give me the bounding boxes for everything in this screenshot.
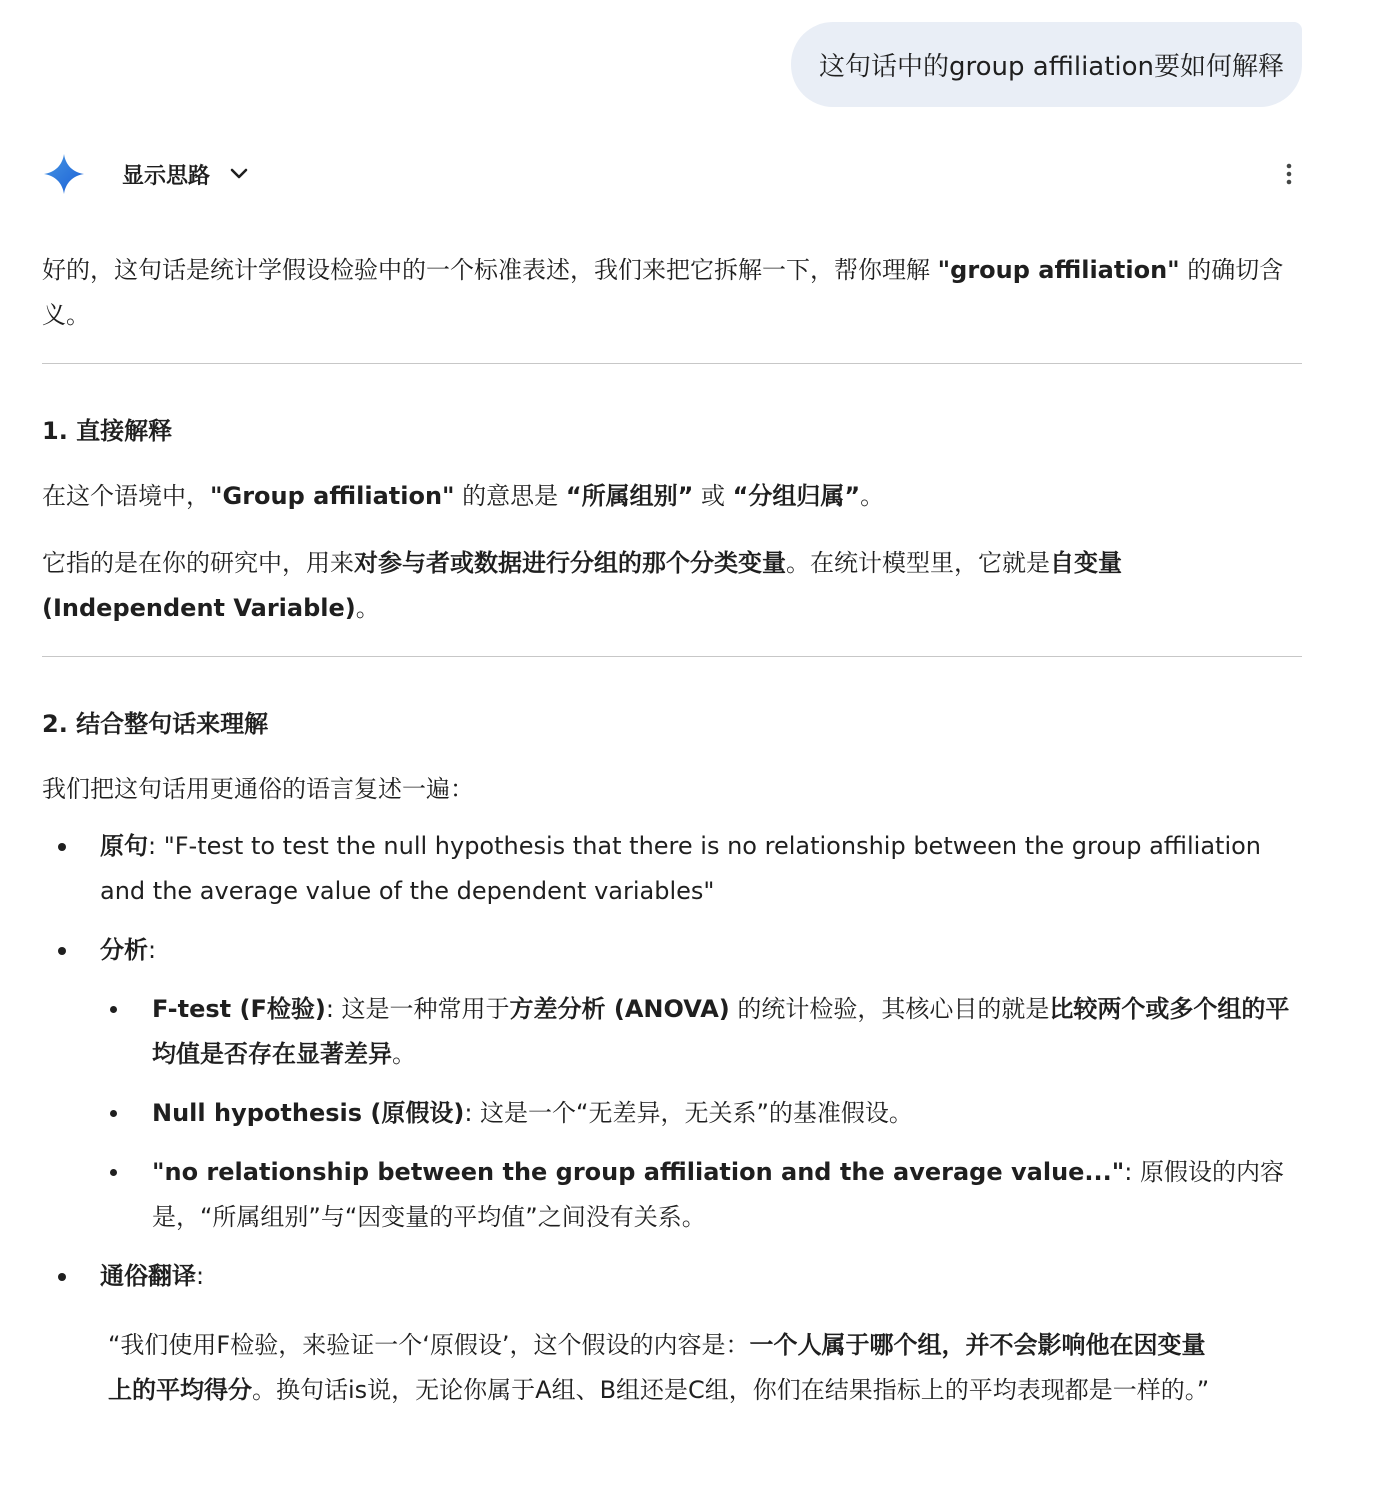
text: “我们使用F检验，来验证一个‘原假设’，这个假设的内容是： bbox=[108, 1331, 750, 1359]
colon: : bbox=[196, 1262, 205, 1290]
colon: : bbox=[148, 936, 157, 964]
bold-text: 方差分析 (ANOVA) bbox=[509, 995, 730, 1023]
gemini-sparkle-icon bbox=[42, 152, 86, 196]
user-message-bubble bbox=[791, 22, 1302, 107]
bold-text: Null hypothesis (原假设) bbox=[152, 1099, 465, 1127]
section2-heading: 2. 结合整句话来理解 bbox=[42, 710, 269, 738]
bold-text: F-test (F检验) bbox=[152, 995, 326, 1023]
divider bbox=[42, 363, 1302, 364]
plain-translation-quote bbox=[108, 1323, 1228, 1413]
intro-text-1: 好的，这句话是统计学假设检验中的一个标准表述，我们来把它拆解一下，帮你理解 bbox=[42, 256, 938, 284]
intro-text-2: 的确切含义。 bbox=[42, 256, 1284, 329]
divider bbox=[42, 656, 1302, 657]
bold-text: “分组归属” bbox=[732, 482, 861, 510]
section2-lead: 我们把这句话用更通俗的语言复述一遍： bbox=[42, 775, 474, 803]
text: 它指的是在你的研究中，用来 bbox=[42, 549, 354, 577]
text: : 原假设的内容是，“所属组别”与“因变量的平均值”之间没有关系。 bbox=[152, 1158, 1284, 1231]
list-item-analysis bbox=[42, 928, 1302, 1240]
section1-paragraph-1 bbox=[42, 474, 1302, 519]
list-item-original bbox=[42, 824, 1302, 914]
text: : 这是一个“无差异，无关系”的基准假设。 bbox=[464, 1099, 913, 1127]
text: 的统计检验，其核心目的就是 bbox=[729, 995, 1050, 1023]
analysis-item-f-test bbox=[100, 987, 1302, 1077]
section1-heading: 1. 直接解释 bbox=[42, 417, 173, 445]
bold-text: "no relationship between the group affiliation and the average value..." bbox=[152, 1158, 1125, 1186]
text: 。 bbox=[355, 594, 380, 622]
bold-text: 一个人属于哪个组，并不会影响他在因变量上的平均得分 bbox=[108, 1331, 1206, 1404]
bold-text: "Group affiliation" bbox=[210, 482, 455, 510]
section1-paragraph-2 bbox=[42, 541, 1302, 631]
more-vert-icon[interactable] bbox=[1276, 161, 1302, 187]
text: 。在统计模型里，它就是 bbox=[786, 549, 1050, 577]
list-item-plain-translation bbox=[42, 1254, 1302, 1413]
bold-label: 通俗翻译 bbox=[100, 1262, 196, 1290]
text: 的意思是 bbox=[454, 482, 566, 510]
bold-text: “所属组别” bbox=[565, 482, 694, 510]
intro-paragraph bbox=[42, 248, 1302, 338]
explanation-list bbox=[42, 824, 1302, 1413]
text: : 这是一种常用于 bbox=[325, 995, 510, 1023]
analysis-item-no-relationship bbox=[100, 1150, 1302, 1240]
bold-label: 分析 bbox=[100, 936, 148, 964]
intro-bold-term: "group affiliation" bbox=[937, 256, 1180, 284]
bold-text: 自变量 (Independent Variable) bbox=[42, 549, 1122, 622]
text: 。换句话is说，无论你属于A组、B组还是C组，你们在结果指标上的平均表现都是一样的。” bbox=[252, 1376, 1210, 1404]
bold-text: 对参与者或数据进行分组的那个分类变量 bbox=[354, 549, 786, 577]
analysis-item-null-hypothesis bbox=[100, 1091, 1302, 1136]
user-message-text: 这句话中的group affiliation要如何解释 bbox=[819, 52, 1285, 82]
bold-label: 原句 bbox=[100, 832, 148, 860]
response-header bbox=[42, 150, 1302, 198]
original-sentence: : "F-test to test the null hypothesis that there is no relationship between the group affiliation and the average value of the dependent variables" bbox=[100, 832, 1261, 905]
bold-text: 比较两个或多个组的平均值是否存在显著差异 bbox=[152, 995, 1290, 1068]
text: 在这个语境中， bbox=[42, 482, 210, 510]
chevron-down-icon bbox=[228, 163, 250, 185]
text: 。 bbox=[392, 1040, 416, 1068]
show-thoughts-button[interactable] bbox=[122, 159, 250, 190]
analysis-sublist bbox=[100, 987, 1302, 1240]
show-thoughts-label: 显示思路 bbox=[122, 163, 211, 189]
response-content bbox=[42, 248, 1302, 1427]
text: 。 bbox=[860, 482, 885, 510]
text: 或 bbox=[693, 482, 733, 510]
